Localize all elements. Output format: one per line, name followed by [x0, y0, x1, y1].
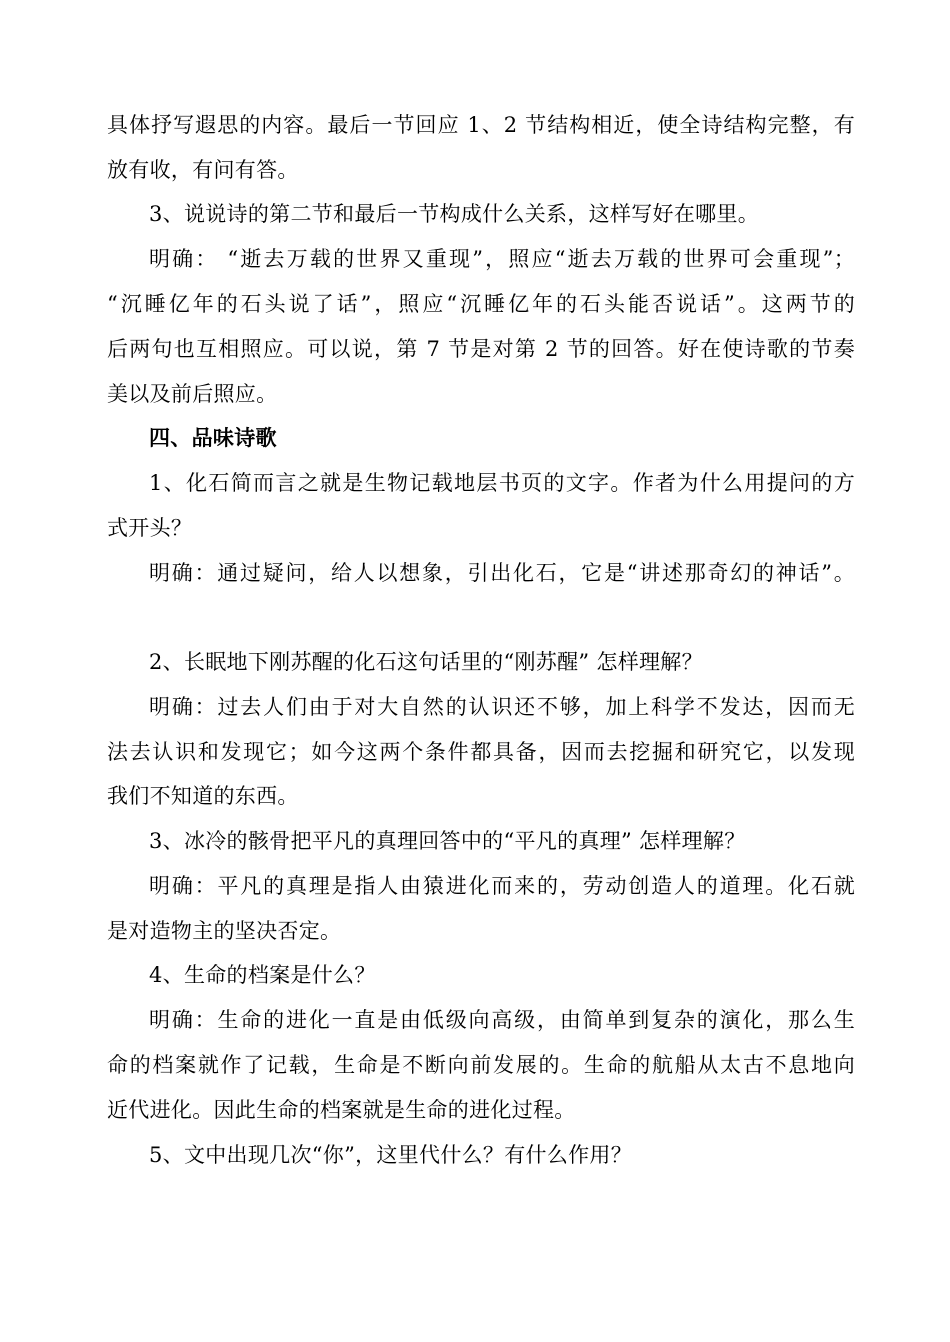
paragraph-line: 放有收，有问有答。: [107, 158, 299, 182]
answer-line: 明确：通过疑问，给人以想象，引出化石，它是“讲述那奇幻的神话”。: [149, 561, 855, 585]
answer-line: 明确：生命的进化一直是由低级向高级，由简单到复杂的演化，那么生: [149, 1008, 855, 1032]
paragraph-line: 式开头？: [107, 516, 193, 540]
answer-line: 明确：平凡的真理是指人由猿进化而来的，劳动创造人的道理。化石就: [149, 874, 855, 898]
answer-line: 明确：过去人们由于对大自然的认识还不够，加上科学不发达，因而无: [149, 695, 855, 719]
question-line: 5、文中出现几次“你”，这里代什么？有什么作用？: [149, 1143, 633, 1167]
question-line: 3、冰冷的骸骨把平凡的真理回答中的“平凡的真理” 怎样理解？: [149, 829, 746, 853]
paragraph-line: 美以及前后照应。: [107, 382, 278, 406]
question-line: 3、说说诗的第二节和最后一节构成什么关系，这样写好在哪里。: [149, 202, 760, 226]
paragraph-line: 后两句也互相照应。可以说，第 7 节是对第 2 节的回答。好在使诗歌的节奏: [107, 337, 855, 361]
question-line: 1、化石简而言之就是生物记载地层书页的文字。作者为什么用提问的方: [149, 471, 855, 495]
answer-line: 明确： “逝去万载的世界又重现”，照应“逝去万载的世界可会重现”；: [149, 247, 855, 271]
question-line: 2、长眠地下刚苏醒的化石这句话里的“刚苏醒” 怎样理解？: [149, 650, 703, 674]
paragraph-line: 我们不知道的东西。: [107, 784, 299, 808]
paragraph-line: 法去认识和发现它；如今这两个条件都具备，因而去挖掘和研究它，以发现: [107, 740, 855, 764]
paragraph-line: “沉睡亿年的石头说了话”，照应“沉睡亿年的石头能否说话”。这两节的: [107, 292, 855, 316]
section-heading: 四、品味诗歌: [149, 425, 277, 450]
paragraph-line: 具体抒写遐思的内容。最后一节回应 1、2 节结构相近，使全诗结构完整，有: [107, 113, 855, 137]
paragraph-line: 是对造物主的坚决否定。: [107, 919, 342, 943]
paragraph-line: 近代进化。因此生命的档案就是生命的进化过程。: [107, 1098, 576, 1122]
paragraph-line: 命的档案就作了记载，生命是不断向前发展的。生命的航船从太古不息地向: [107, 1053, 855, 1077]
question-line: 4、生命的档案是什么？: [149, 963, 376, 987]
